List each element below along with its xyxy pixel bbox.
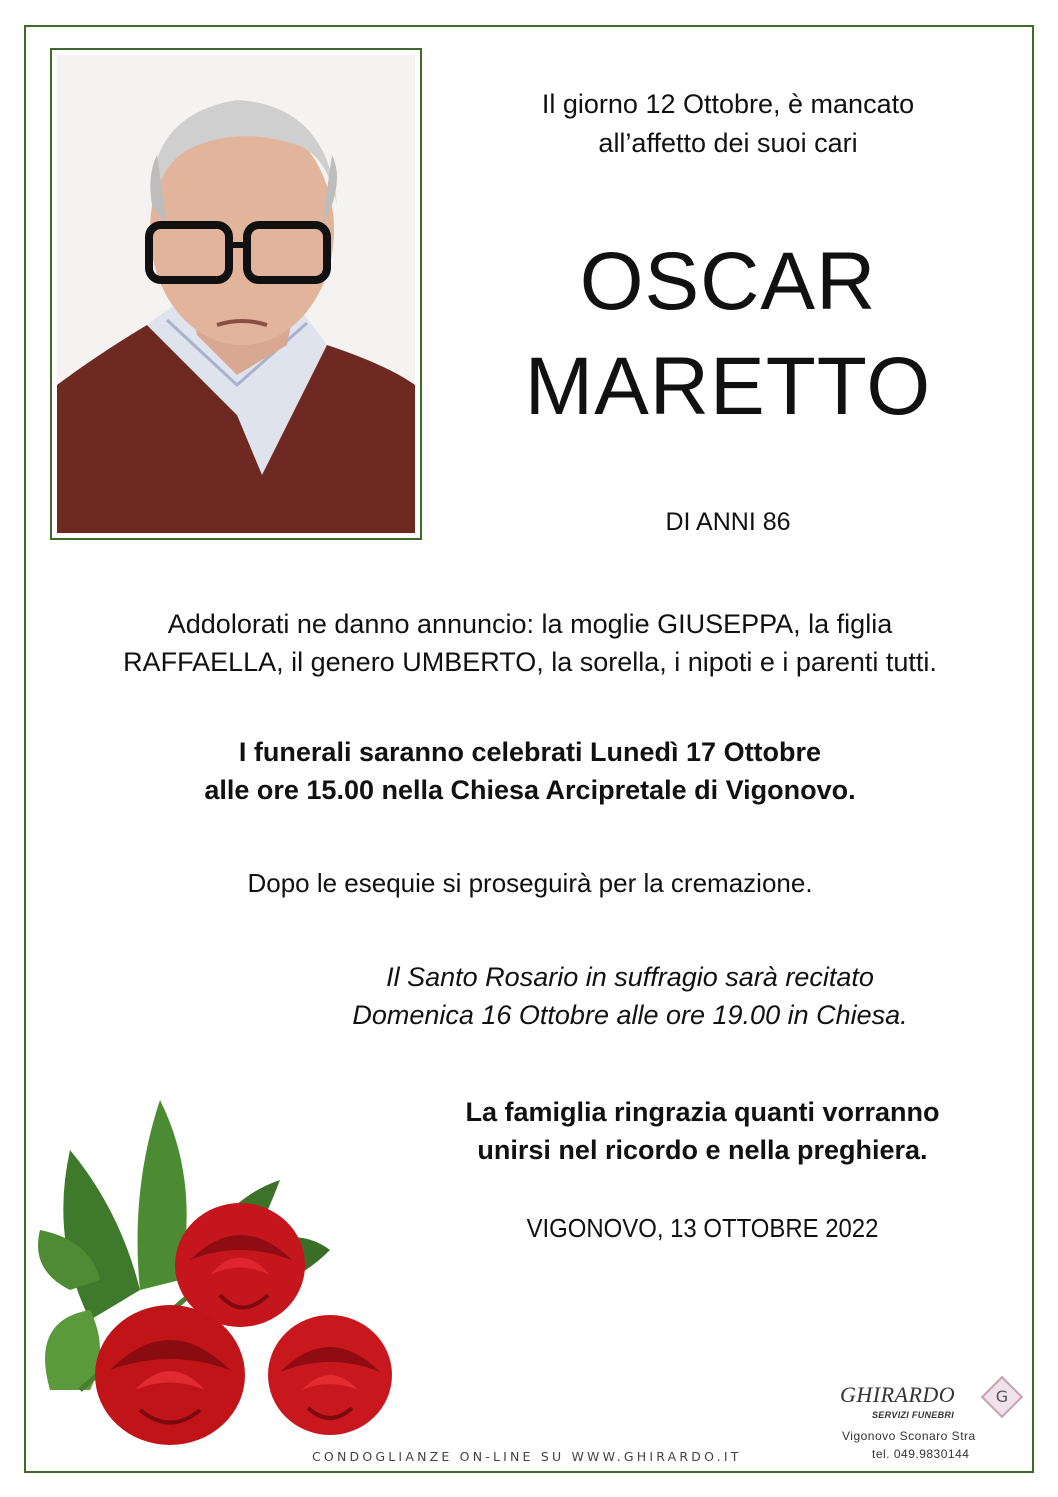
- announcement-line-1: Addolorati ne danno annuncio: la moglie GIUSEPPA, la figlia: [167, 609, 893, 639]
- portrait-photo: [57, 55, 415, 533]
- portrait-frame: [50, 48, 422, 540]
- funeral-home-phone: tel. 049.9830144: [872, 1447, 970, 1461]
- deceased-first-name: OSCAR: [579, 236, 877, 327]
- thanks-line-2: unirsi nel ricordo e nella preghiera.: [477, 1135, 928, 1165]
- announcement-text: [60, 605, 1000, 681]
- funeral-home-logo: [832, 1376, 1032, 1466]
- funeral-home-name: GHIRARDO: [840, 1382, 956, 1407]
- rosary-notice: [260, 958, 1000, 1034]
- condolences-link[interactable]: CONDOGLIANZE ON-LINE SU WWW.GHIRARDO.IT: [312, 1449, 742, 1464]
- cremation-note: Dopo le esequie si proseguirà per la cremazione.: [247, 868, 813, 898]
- funeral-line-2: alle ore 15.00 nella Chiesa Arcipretale di Vigonovo.: [204, 775, 856, 805]
- funeral-home-places: Vigonovo Sconaro Stra: [842, 1429, 976, 1443]
- deceased-last-name: MARETTO: [524, 341, 932, 432]
- intro-line-2: all’affetto dei suoi cari: [598, 128, 858, 158]
- intro-text: [478, 85, 978, 163]
- funeral-home-mark-icon: [981, 1376, 1023, 1418]
- funeral-line-1: I funerali saranno celebrati Lunedì 17 Ottobre: [238, 737, 822, 767]
- funeral-home-mark-letter: G: [995, 1387, 1009, 1406]
- funeral-home-subtitle: SERVIZI FUNEBRI: [872, 1410, 955, 1420]
- funeral-details: [60, 733, 1000, 809]
- rosary-line-2: Domenica 16 Ottobre alle ore 19.00 in Chiesa.: [352, 1000, 908, 1030]
- thanks-line-1: La famiglia ringrazia quanti vorranno: [465, 1097, 940, 1127]
- intro-line-1: Il giorno 12 Ottobre, è mancato: [541, 89, 915, 119]
- announcement-line-2: RAFFAELLA, il genero UMBERTO, la sorella, i nipoti e i parenti tutti.: [123, 647, 937, 677]
- rosary-line-1: Il Santo Rosario in suffragio sarà recitato: [386, 962, 874, 992]
- roses-illustration: [30, 1090, 410, 1460]
- deceased-age: DI ANNI 86: [665, 508, 791, 536]
- place-date: VIGONOVO, 13 OTTOBRE 2022: [526, 1213, 879, 1243]
- family-thanks: [400, 1093, 1005, 1169]
